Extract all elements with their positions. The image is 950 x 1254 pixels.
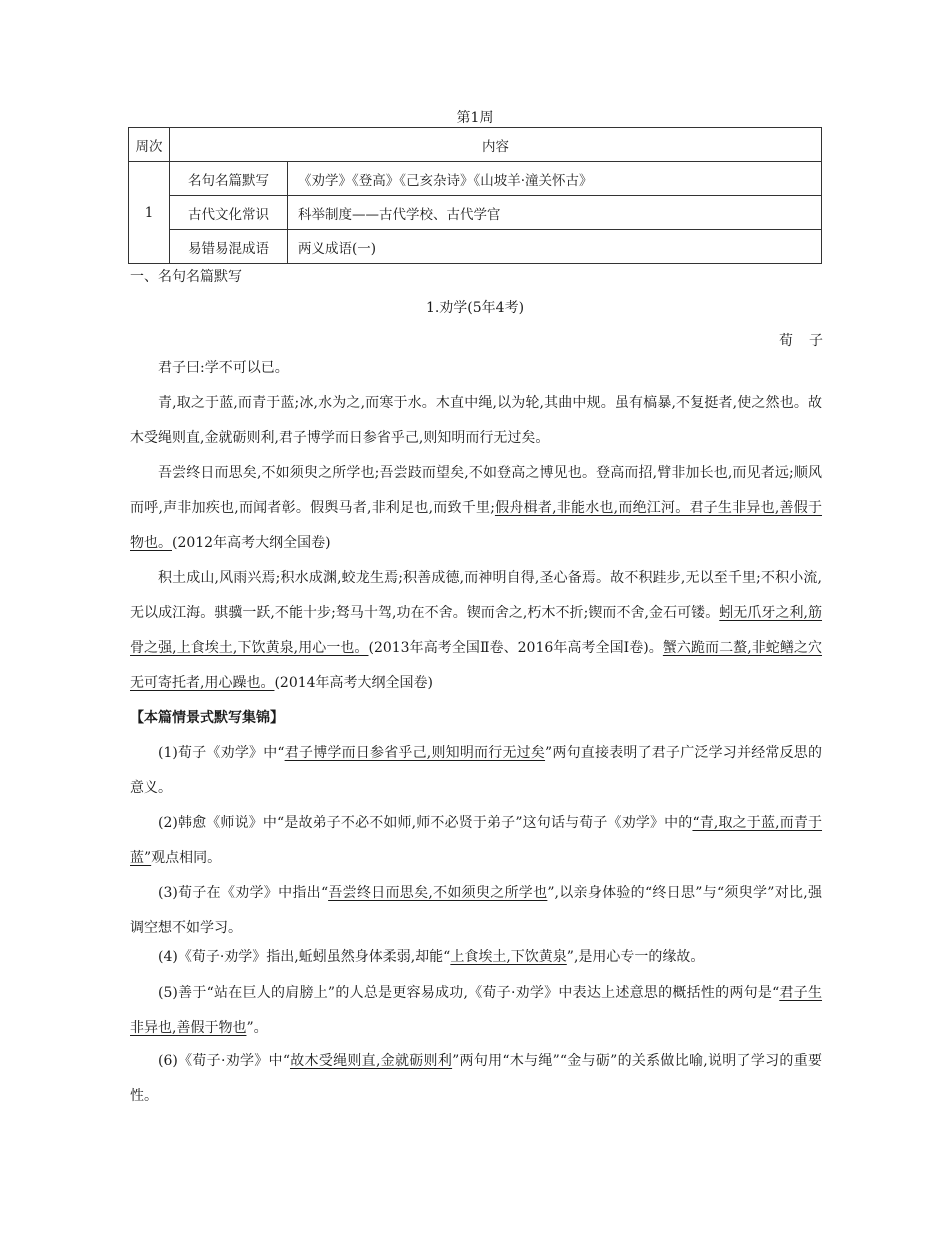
- q3-prefix: (3)荀子在《劝学》中指出“: [158, 885, 329, 901]
- q1-suffix: ”两句直接表明了君子广泛学习并经常反思的意义。: [130, 745, 822, 796]
- p4-underlined-1: 蚓无爪牙之利,筋骨之强,上食埃土,下饮黄泉,用心一也。: [130, 605, 823, 656]
- question-6: [130, 1044, 822, 1114]
- p4-source-1: (2013年高考全国Ⅱ卷、2016年高考全国Ⅰ卷)。: [368, 640, 663, 656]
- q4-answer: 上食埃土,下饮黄泉: [450, 949, 567, 965]
- q5-answer: 君子生非异也,善假于物也: [130, 985, 823, 1036]
- q6-prefix: (6)《荀子·劝学》中“: [158, 1053, 290, 1069]
- q2-answer: “青,取之于蓝,而青于蓝”: [130, 815, 823, 866]
- question-2: [130, 806, 822, 876]
- week-number: 1: [129, 162, 170, 264]
- q2-suffix: 观点相同。: [151, 850, 222, 866]
- table-header-row: [129, 128, 822, 162]
- p3-underlined: 假舟楫者,非能水也,而绝江河。君子生非异也,善假于物也。: [130, 500, 822, 551]
- row-category: 名句名篇默写: [170, 162, 288, 196]
- paragraph-3: [130, 456, 822, 561]
- section-heading: 一、名句名篇默写: [130, 269, 242, 285]
- paragraph-4: [130, 561, 822, 701]
- p4-source-2: (2014年高考大纲全国卷): [274, 675, 434, 691]
- table-row: [129, 162, 822, 196]
- q6-answer: 故木受绳则直,金就砺则利: [289, 1053, 453, 1069]
- q2-prefix: (2)韩愈《师说》中“是故弟子不必不如师,师不必贤于弟子”这句话与荀子《劝学》中的: [158, 815, 693, 831]
- row-category: 古代文化常识: [170, 196, 288, 230]
- header-week: 周次: [129, 128, 170, 162]
- p4-underlined-2: 蟹六跪而二螯,非蛇鳝之穴无可寄托者,用心躁也。: [130, 640, 822, 691]
- paragraph-2: 青,取之于蓝,而青于蓝;冰,水为之,而寒于水。木直中绳,以为轮,其曲中规。虽有槁暴,不复挺者,使之然也。故木受绳则直,金就砺则利,君子博学而日参省乎己,则知明而行无过矣。: [130, 395, 822, 446]
- author: 荀子: [779, 333, 839, 349]
- q1-prefix: (1)荀子《劝学》中“: [158, 745, 285, 761]
- row-content: 《劝学》《登高》《己亥杂诗》《山坡羊·潼关怀古》: [288, 162, 822, 196]
- schedule-table: [128, 127, 822, 264]
- q5-suffix: ”。: [246, 1020, 268, 1036]
- collection-heading: 【本篇情景式默写集锦】: [130, 710, 284, 726]
- q5-prefix: (5)善于“站在巨人的肩膀上”的人总是更容易成功,《荀子·劝学》中表达上述意思的概括性的两句是“: [158, 985, 780, 1001]
- row-content: 两义成语(一): [288, 230, 822, 264]
- table-row: [129, 230, 822, 264]
- p3-text: 吾尝终日而思矣,不如须臾之所学也;吾尝跂而望矣,不如登高之博见也。登高而招,臂非加长也,而见者远;顺风而呼,声非加疾也,而闻者彰。假舆马者,非利足也,而致千里;: [130, 465, 822, 516]
- q4-prefix: (4)《荀子·劝学》指出,蚯蚓虽然身体柔弱,却能“: [158, 949, 451, 965]
- table-row: [129, 196, 822, 230]
- q3-suffix: ”,以亲身体验的“终日思”与“须臾学”对比,强调空想不如学习。: [130, 885, 823, 936]
- question-3: [130, 876, 822, 946]
- week-title: 第1周: [456, 110, 494, 126]
- p4-text: 积土成山,风雨兴焉;积水成渊,蛟龙生焉;积善成德,而神明自得,圣心备焉。故不积跬步,无以至千里;不积小流,无以成江海。骐骥一跃,不能十步;驽马十驾,功在不舍。锲而舍之,朽木不折;锲而不舍,金石可镂。: [130, 570, 822, 621]
- q4-suffix: ”,是用心专一的缘故。: [566, 949, 705, 965]
- row-category: 易错易混成语: [170, 230, 288, 264]
- question-1: [130, 736, 822, 806]
- p3-source: (2012年高考大纲全国卷): [172, 535, 331, 551]
- text-title: 1.劝学(5年4考): [425, 300, 525, 316]
- header-content: 内容: [170, 128, 822, 162]
- q1-answer: 君子博学而日参省乎己,则知明而行无过矣: [284, 745, 546, 761]
- q6-suffix: ”两句用“木与绳”“金与砺”的关系做比喻,说明了学习的重要性。: [130, 1053, 822, 1104]
- row-content: 科举制度——古代学校、古代学官: [288, 196, 822, 230]
- q3-answer: 吾尝终日而思矣,不如须臾之所学也: [328, 885, 548, 901]
- question-4: [130, 940, 822, 975]
- paragraph-1: 君子曰:学不可以已。: [158, 360, 289, 376]
- question-5: [130, 976, 822, 1046]
